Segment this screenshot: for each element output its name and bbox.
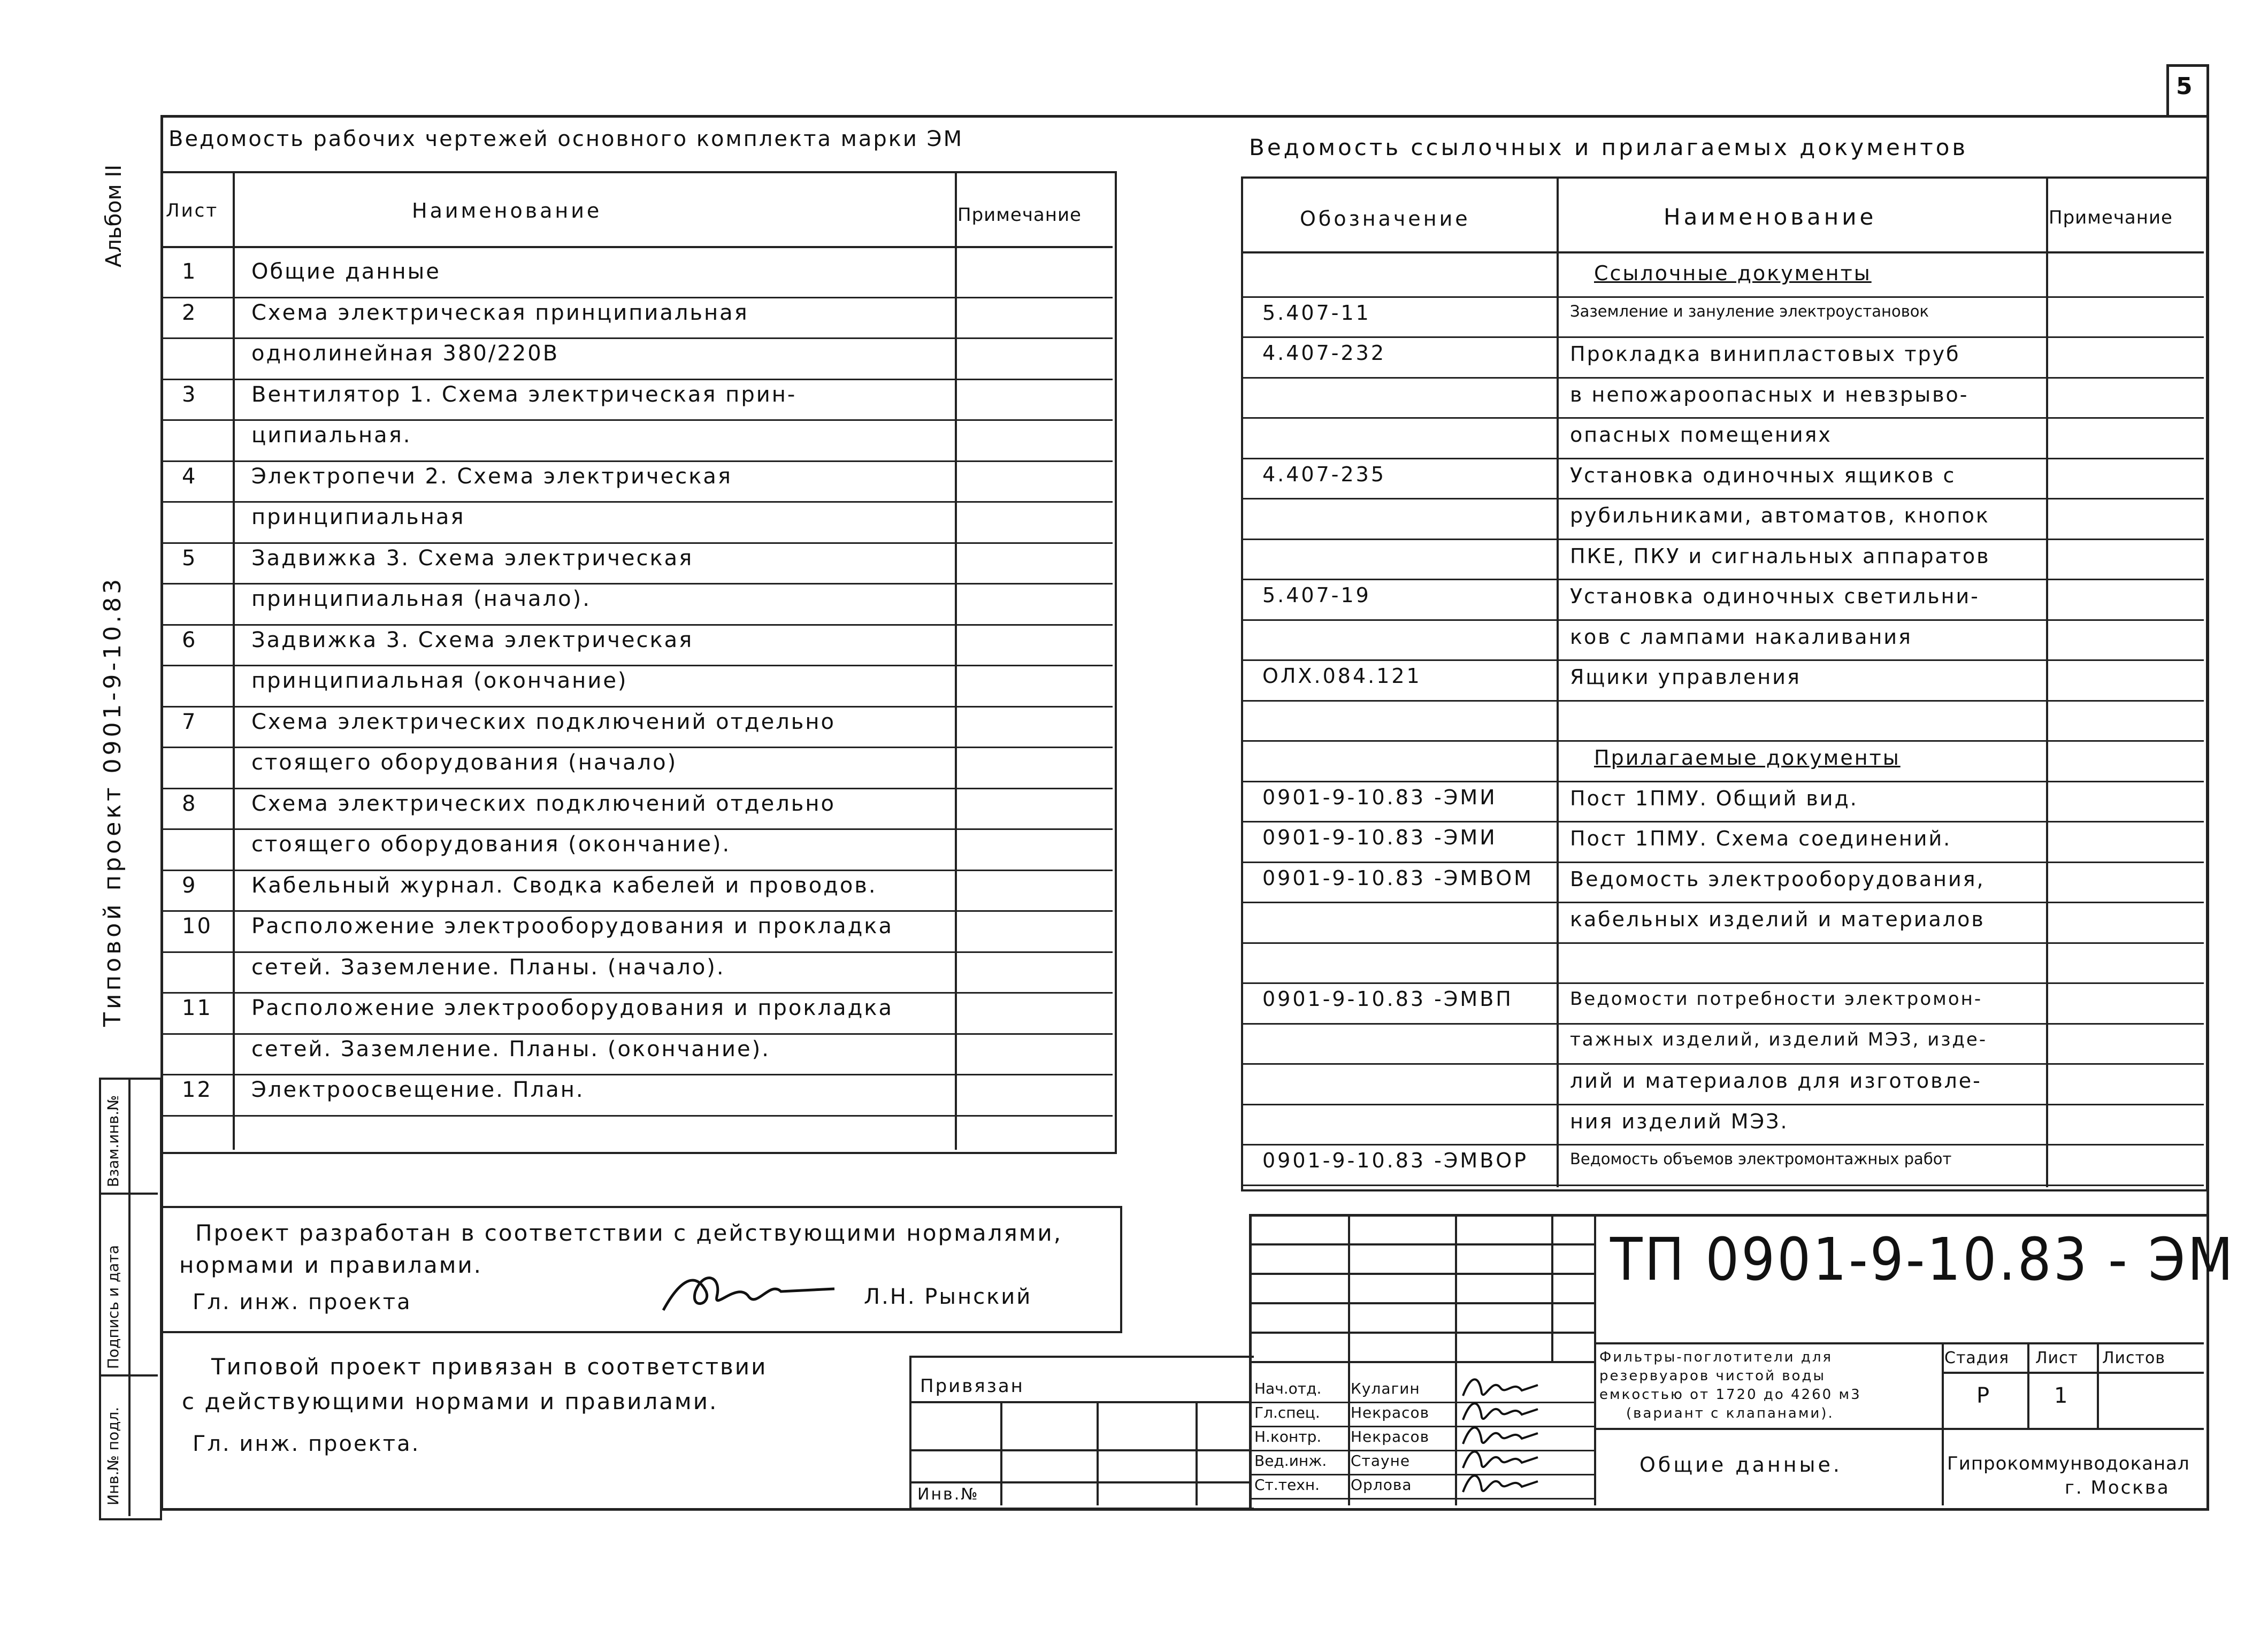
signer-name: Стауне: [1351, 1452, 1411, 1470]
right-row-rule: [1241, 942, 2204, 944]
signer-name: Некрасов: [1351, 1404, 1430, 1421]
right-row-code: 0901-9-10.83 -ЭМИ: [1262, 785, 1497, 809]
right-row-name: Прилагаемые документы: [1594, 746, 1901, 770]
right-row-rule: [1241, 982, 2204, 984]
right-row-name: Ведомость электрооборудования,: [1570, 867, 1985, 891]
signer-role: Ст.техн.: [1254, 1476, 1320, 1494]
left-row-rule: [160, 828, 1113, 830]
right-row-name: Ведомости потребности электромон-: [1570, 988, 1983, 1010]
left-row-name: Схема электрических подключений отдельно: [251, 709, 836, 734]
left-row-name: ципиальная.: [251, 423, 412, 448]
left-row-name: стоящего оборудования (окончание).: [251, 832, 731, 857]
signer-name: Кулагин: [1351, 1380, 1420, 1397]
signer-rule: [1249, 1474, 1594, 1475]
developed-line2: нормами и правилами.: [179, 1252, 483, 1278]
left-row-rule: [160, 379, 1113, 380]
right-row-rule: [1241, 821, 2204, 822]
left-row-sheet-number: 2: [182, 300, 197, 325]
right-row-rule: [1241, 700, 2204, 702]
left-header-sheet: Лист: [166, 200, 219, 221]
left-row-name: принципиальная (начало).: [251, 587, 591, 611]
left-row-rule: [160, 1074, 1113, 1075]
signer-rule: [1249, 1498, 1594, 1500]
signer-role: Н.контр.: [1254, 1428, 1322, 1446]
right-row-name: тажных изделий, изделий МЭЗ, изде-: [1570, 1028, 1988, 1050]
right-row-rule: [1241, 296, 2204, 298]
left-row-rule: [160, 542, 1113, 544]
sheets-label: Листов: [2102, 1349, 2166, 1367]
right-header-note: Примечание: [2049, 207, 2173, 228]
left-list-title: Ведомость рабочих чертежей основного комплекта марки ЭМ: [168, 127, 964, 151]
right-row-rule: [1241, 417, 2204, 419]
right-row-rule: [1241, 1023, 2204, 1025]
organization-city: г. Москва: [2065, 1477, 2170, 1498]
signer-role: Вед.инж.: [1254, 1452, 1327, 1470]
bound-label: Привязан: [920, 1375, 1024, 1397]
right-row-rule: [1241, 458, 2204, 459]
left-row-name: сетей. Заземление. Планы. (начало).: [251, 955, 725, 980]
right-row-code: 4.407-232: [1262, 341, 1386, 365]
left-row-sheet-number: 1: [182, 259, 197, 284]
left-row-name: сетей. Заземление. Планы. (окончание).: [251, 1036, 770, 1062]
sheet-label: Лист: [2035, 1349, 2079, 1367]
signer-rule: [1249, 1426, 1594, 1427]
left-row-sheet-number: 12: [182, 1078, 212, 1102]
left-row-sheet-number: 6: [182, 627, 197, 652]
bound-line2: с действующими нормами и правилами.: [182, 1388, 718, 1414]
left-row-sheet-number: 11: [182, 996, 212, 1020]
right-row-rule: [1241, 579, 2204, 580]
left-row-sheet-number: 8: [182, 791, 197, 816]
left-row-rule: [160, 910, 1113, 912]
right-row-code: 0901-9-10.83 -ЭМВОМ: [1262, 866, 1534, 890]
right-row-rule: [1241, 902, 2204, 903]
right-row-name: Ссылочные документы: [1594, 262, 1872, 285]
left-row-name: Схема электрических подключений отдельно: [251, 791, 836, 816]
left-row-rule: [160, 706, 1113, 708]
bound-chief-label: Гл. инж. проекта.: [193, 1432, 420, 1456]
left-row-rule: [160, 951, 1113, 953]
signer-role: Гл.спец.: [1254, 1404, 1320, 1421]
left-row-rule: [160, 583, 1113, 585]
left-row-name: Кабельный журнал. Сводка кабелей и проводов.: [251, 873, 877, 898]
left-row-sheet-number: 5: [182, 545, 197, 571]
sheet-value: 1: [2054, 1383, 2070, 1408]
left-row-sheet-number: 9: [182, 873, 197, 898]
right-row-name: кабельных изделий и материалов: [1570, 908, 1985, 931]
right-row-name: ния изделий МЭЗ.: [1570, 1109, 1789, 1133]
left-header-name: Наименование: [412, 199, 602, 222]
margin-label-signature: Подпись и дата: [104, 1245, 122, 1369]
left-row-name: Схема электрическая принципиальная: [251, 300, 749, 325]
right-row-name: Пост 1ПМУ. Общий вид.: [1570, 786, 1858, 810]
left-row-sheet-number: 3: [182, 382, 197, 407]
left-row-rule: [160, 460, 1113, 462]
right-row-name: Пост 1ПМУ. Схема соединений.: [1570, 827, 1952, 850]
left-row-rule: [160, 501, 1113, 503]
object-line-1: Фильтры-поглотители для: [1599, 1349, 1833, 1365]
signer-role: Нач.отд.: [1254, 1380, 1322, 1397]
left-row-name: принципиальная (окончание): [251, 668, 628, 693]
signer-rule: [1249, 1402, 1594, 1403]
right-row-code: 5.407-11: [1262, 301, 1371, 325]
developed-chief-name: Л.Н. Рынский: [864, 1285, 1032, 1309]
left-row-rule: [160, 624, 1113, 626]
signer-name: Орлова: [1351, 1476, 1412, 1494]
right-row-code: 4.407-235: [1262, 462, 1386, 486]
left-row-name: Общие данные: [251, 259, 441, 284]
right-row-name: Ящики управления: [1570, 665, 1801, 689]
left-row-rule: [160, 992, 1113, 994]
right-row-name: Установка одиночных светильни-: [1570, 585, 1980, 608]
right-row-name: лий и материалов для изготовле-: [1570, 1069, 1982, 1093]
left-row-name: Электроосвещение. План.: [251, 1078, 585, 1102]
left-row-name: Электропечи 2. Схема электрическая: [251, 464, 732, 489]
right-row-name: Прокладка винипластовых труб: [1570, 342, 1960, 366]
right-row-name: Ведомость объемов электромонтажных работ: [1570, 1150, 1952, 1168]
project-label: Типовой проект 0901-9-10.83: [99, 575, 126, 1027]
right-row-rule: [1241, 659, 2204, 661]
right-row-name: опасных помещениях: [1570, 423, 1832, 447]
right-row-code: 0901-9-10.83 -ЭМВОР: [1262, 1149, 1529, 1172]
right-row-rule: [1241, 862, 2204, 863]
left-row-rule: [160, 337, 1113, 339]
right-row-rule: [1241, 1185, 2204, 1186]
organization: Гипрокоммунводоканал: [1947, 1453, 2190, 1474]
signer-column-rule: [1455, 1361, 1457, 1505]
page-number: 5: [2176, 73, 2194, 100]
right-row-code: 5.407-19: [1262, 583, 1371, 607]
margin-label-replace: Взам.инв.№: [104, 1095, 122, 1187]
right-row-rule: [1241, 377, 2204, 379]
right-row-rule: [1241, 1063, 2204, 1065]
right-row-rule: [1241, 336, 2204, 338]
inv-label: Инв.№: [917, 1485, 979, 1504]
right-header-code: Обозначение: [1300, 207, 1470, 230]
left-row-name: Расположение электрооборудования и прокладка: [251, 996, 893, 1020]
margin-label-inventory: Инв.№ подл.: [104, 1406, 122, 1505]
right-header-name: Наименование: [1664, 204, 1877, 230]
left-row-name: принципиальная: [251, 505, 465, 529]
right-row-rule: [1241, 1144, 2204, 1145]
developed-signature: [658, 1259, 840, 1324]
developed-line1: Проект разработан в соответствии с действующими нормалями,: [195, 1220, 1063, 1246]
left-row-name: Задвижка 3. Схема электрическая: [251, 545, 694, 571]
left-row-sheet-number: 4: [182, 464, 197, 489]
left-row-rule: [160, 788, 1113, 789]
left-row-name: стоящего оборудования (начало): [251, 750, 678, 775]
left-row-rule: [160, 747, 1113, 748]
left-row-rule: [160, 870, 1113, 871]
left-row-rule: [160, 665, 1113, 666]
right-row-code: 0901-9-10.83 -ЭМВП: [1262, 987, 1513, 1011]
left-row-name: Вентилятор 1. Схема электрическая прин-: [251, 382, 797, 407]
developed-chief-label: Гл. инж. проекта: [193, 1290, 412, 1314]
right-row-rule: [1241, 1104, 2204, 1105]
stage-value: Р: [1976, 1383, 1991, 1408]
left-row-rule: [160, 419, 1113, 421]
left-row-name: Задвижка 3. Схема электрическая: [251, 627, 694, 652]
right-row-name: Заземление и зануление электроустановок: [1570, 302, 1929, 320]
object-line-3: емкостью от 1720 до 4260 м3: [1599, 1387, 1861, 1403]
sheet-title: Общие данные.: [1639, 1453, 1843, 1477]
right-row-name: Установка одиночных ящиков с: [1570, 463, 1956, 487]
object-line-2: резервуаров чистой воды: [1599, 1368, 1826, 1384]
right-row-name: в непожароопасных и невзрыво-: [1570, 382, 1969, 406]
right-row-rule: [1241, 498, 2204, 499]
right-row-rule: [1241, 740, 2204, 742]
left-row-name: однолинейная 380/220В: [251, 341, 560, 366]
signer-signature: [1460, 1468, 1541, 1500]
designation: ТП 0901-9-10.83 - ЭМ: [1610, 1225, 2235, 1294]
signer-name: Некрасов: [1351, 1428, 1430, 1446]
left-row-sheet-number: 10: [182, 914, 212, 939]
left-row-sheet-number: 7: [182, 709, 197, 734]
right-list-title: Ведомость ссылочных и прилагаемых документов: [1249, 134, 1968, 160]
right-row-name: рубильниками, автоматов, кнопок: [1570, 504, 1990, 527]
right-row-code: 0901-9-10.83 -ЭМИ: [1262, 826, 1497, 849]
signer-rule: [1249, 1450, 1594, 1451]
signer-column-rule: [1348, 1361, 1350, 1505]
object-line-4: (вариант с клапанами).: [1626, 1405, 1834, 1421]
right-row-rule: [1241, 539, 2204, 540]
left-row-name: Расположение электрооборудования и прокладка: [251, 914, 893, 939]
right-row-rule: [1241, 781, 2204, 782]
album-label: Альбом II: [102, 164, 126, 267]
left-row-rule: [160, 297, 1113, 298]
bound-line1: Типовой проект привязан в соответствии: [211, 1354, 768, 1380]
stage-label: Стадия: [1944, 1349, 2010, 1367]
left-row-rule: [160, 1033, 1113, 1035]
right-row-name: ПКЕ, ПКУ и сигнальных аппаратов: [1570, 544, 1990, 568]
left-row-rule: [160, 1115, 1113, 1117]
left-header-note: Примечание: [957, 204, 1082, 226]
right-row-rule: [1241, 619, 2204, 621]
right-row-name: ков с лампами накаливания: [1570, 625, 1912, 649]
right-row-code: ОЛХ.084.121: [1262, 664, 1422, 688]
